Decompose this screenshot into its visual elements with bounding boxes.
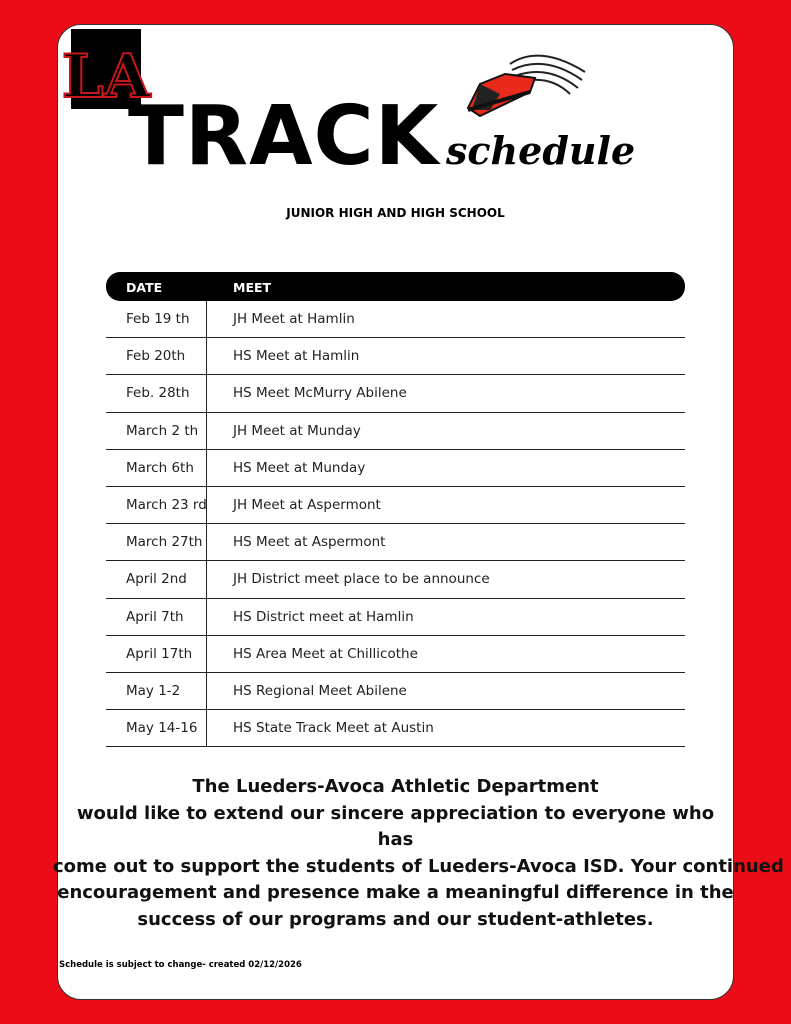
footer-note: Schedule is subject to change- created 02/12/2026 — [59, 960, 302, 970]
table-row — [106, 413, 685, 450]
table-row — [106, 710, 685, 747]
date-cell: May 14-16 — [106, 710, 207, 747]
meet-cell: HS Area Meet at Chillicothe — [233, 645, 418, 662]
date-cell: Feb 20th — [106, 338, 207, 375]
date-cell: April 2nd — [106, 561, 207, 598]
table-row — [106, 450, 685, 487]
date-cell: Feb. 28th — [106, 375, 207, 412]
meet-cell: HS State Track Meet at Austin — [233, 720, 434, 737]
meet-cell: HS Meet at Munday — [233, 459, 366, 476]
date-cell: Feb 19 th — [106, 301, 207, 338]
message-line: The Lueders-Avoca Athletic Department — [192, 776, 599, 797]
meet-cell: JH Meet at Aspermont — [233, 496, 381, 513]
subtitle: JUNIOR HIGH AND HIGH SCHOOL — [286, 206, 505, 220]
message-line: would like to extend our sincere appreciation to everyone who has — [76, 802, 715, 850]
schedule-table — [106, 301, 685, 747]
message-line: success of our programs and our student-athletes. — [137, 908, 654, 930]
meet-cell: HS Regional Meet Abilene — [233, 682, 407, 699]
table-row — [106, 561, 685, 598]
table-row — [106, 487, 685, 524]
table-row — [106, 636, 685, 673]
table-row — [106, 524, 685, 561]
meet-cell: JH District meet place to be announce — [233, 571, 490, 588]
table-row — [106, 301, 685, 338]
column-meet: MEET — [233, 280, 272, 295]
appreciation-message — [53, 774, 784, 933]
table-header — [106, 272, 685, 301]
meet-cell: HS Meet at Aspermont — [233, 534, 386, 551]
date-cell: March 6th — [106, 450, 207, 487]
meet-cell: HS Meet McMurry Abilene — [233, 385, 407, 402]
table-row — [106, 673, 685, 710]
message-line: come out to support the students of Lueders-Avoca ISD. Your continued — [53, 855, 784, 877]
meet-cell: HS District meet at Hamlin — [233, 608, 414, 625]
column-date: DATE — [126, 280, 163, 295]
date-cell: April 7th — [106, 599, 207, 636]
date-cell: May 1-2 — [106, 673, 207, 710]
meet-cell: HS Meet at Hamlin — [233, 348, 360, 365]
table-row — [106, 338, 685, 375]
table-row — [106, 375, 685, 412]
message-line: encouragement and presence make a meaningful difference in the — [57, 882, 734, 903]
meet-cell: JH Meet at Hamlin — [233, 311, 355, 327]
date-cell: March 2 th — [106, 413, 207, 450]
svg-text:LA: LA — [61, 42, 151, 112]
date-cell: March 23 rd — [106, 487, 207, 524]
page-title-script: schedule — [446, 128, 636, 173]
winged-shoe-icon — [460, 44, 590, 124]
table-row — [106, 599, 685, 636]
meet-cell: JH Meet at Munday — [233, 422, 361, 439]
date-cell: March 27th — [106, 524, 207, 561]
date-cell: April 17th — [106, 636, 207, 673]
page-title: TRACK — [128, 89, 440, 184]
